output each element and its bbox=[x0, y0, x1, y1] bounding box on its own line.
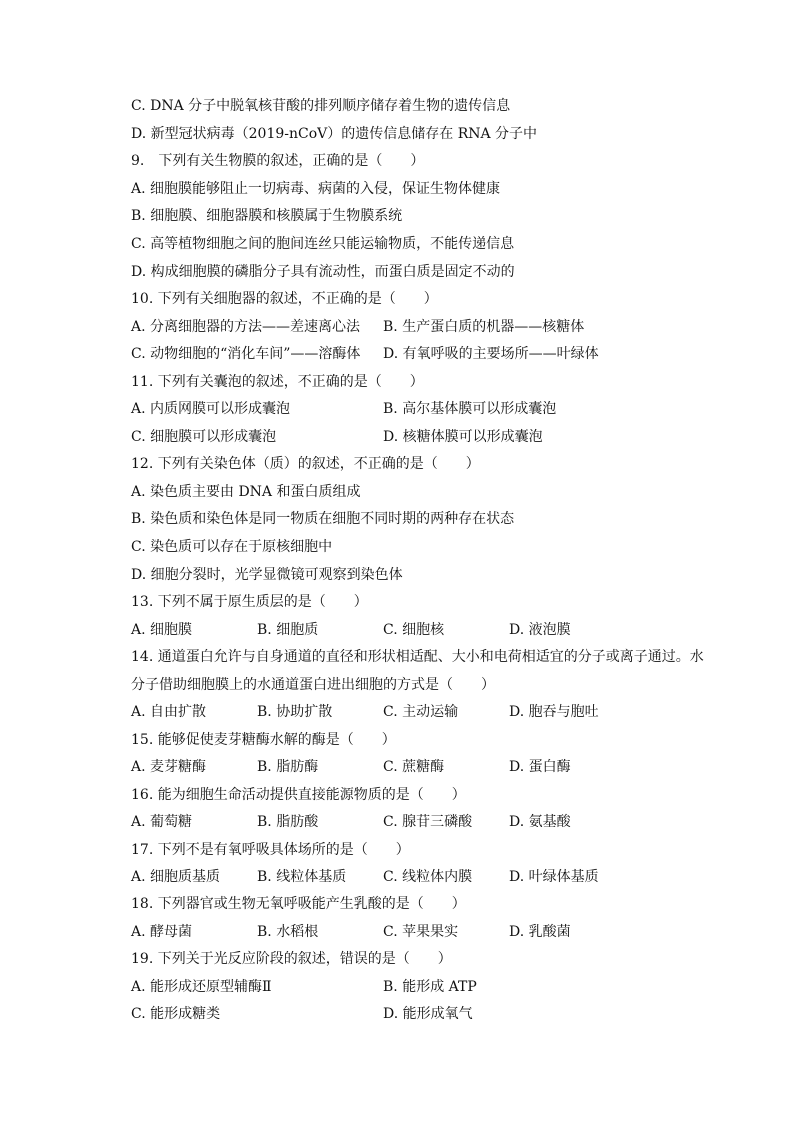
q11-options-row2 bbox=[131, 427, 543, 447]
q16-option-c: C. 腺苷三磷酸 bbox=[383, 814, 473, 830]
q12-option-a: A. 染色质主要由 DNA 和蛋白质组成 bbox=[131, 484, 361, 500]
q19-options-row2 bbox=[131, 1004, 473, 1024]
q10-stem: 10. 下列有关细胞器的叙述，不正确的是（ ） bbox=[131, 291, 438, 307]
q13-option-c: C. 细胞核 bbox=[383, 622, 445, 638]
q18-option-a: A. 酵母菌 bbox=[131, 924, 193, 940]
q14-option-d: D. 胞吞与胞吐 bbox=[509, 704, 599, 720]
q17-option-a: A. 细胞质基质 bbox=[131, 869, 221, 885]
q17-option-b: B. 线粒体基质 bbox=[257, 869, 347, 885]
q12-stem: 12. 下列有关染色体（质）的叙述，不正确的是（ ） bbox=[131, 456, 480, 472]
q11-stem: 11. 下列有关囊泡的叙述，不正确的是（ ） bbox=[131, 374, 424, 390]
q8-option-d: D. 新型冠状病毒（2019-nCoV）的遗传信息储存在 RNA 分子中 bbox=[131, 126, 538, 142]
q16-option-a: A. 葡萄糖 bbox=[131, 814, 193, 830]
q10-options-row1 bbox=[131, 317, 584, 337]
q17-option-c: C. 线粒体内膜 bbox=[383, 869, 473, 885]
q10-options-row2 bbox=[131, 344, 599, 364]
q15-option-a: A. 麦芽糖酶 bbox=[131, 759, 207, 775]
q13-option-d: D. 液泡膜 bbox=[509, 622, 571, 638]
q15-option-d: D. 蛋白酶 bbox=[509, 759, 571, 775]
q14-option-c: C. 主动运输 bbox=[383, 704, 459, 720]
q11-option-c: C. 细胞膜可以形成囊泡 bbox=[131, 429, 277, 445]
q19-option-d: D. 能形成氧气 bbox=[383, 1006, 473, 1022]
q19-option-a: A. 能形成还原型辅酶Ⅱ bbox=[131, 979, 272, 995]
q15-option-c: C. 蔗糖酶 bbox=[383, 759, 445, 775]
q9-option-c: C. 高等植物细胞之间的胞间连丝只能运输物质，不能传递信息 bbox=[131, 236, 515, 252]
q17-option-d: D. 叶绿体基质 bbox=[509, 869, 599, 885]
q17-stem: 17. 下列不是有氧呼吸具体场所的是（ ） bbox=[131, 842, 410, 858]
q14-options bbox=[131, 702, 599, 722]
q18-option-c: C. 苹果果实 bbox=[383, 924, 459, 940]
q15-options bbox=[131, 757, 571, 777]
q9-option-a: A. 细胞膜能够阻止一切病毒、病菌的入侵，保证生物体健康 bbox=[131, 181, 501, 197]
q11-option-a: A. 内质网膜可以形成囊泡 bbox=[131, 401, 291, 417]
q19-stem: 19. 下列关于光反应阶段的叙述，错误的是（ ） bbox=[131, 951, 452, 967]
q13-option-b: B. 细胞质 bbox=[257, 622, 319, 638]
q14-stem-line1: 14. 通道蛋白允许与自身通道的直径和形状相适配、大小和电荷相适宜的分子或离子通过。水 bbox=[131, 649, 704, 665]
q15-option-b: B. 脂肪酶 bbox=[257, 759, 319, 775]
q10-option-a: A. 分离细胞器的方法——差速离心法 bbox=[131, 319, 361, 335]
q10-option-c: C. 动物细胞的“消化车间”——溶酶体 bbox=[131, 346, 361, 362]
q10-option-d: D. 有氧呼吸的主要场所——叶绿体 bbox=[383, 346, 599, 362]
q14-option-b: B. 协助扩散 bbox=[257, 704, 333, 720]
q9-stem: 9. 下列有关生物膜的叙述，正确的是（ ） bbox=[131, 153, 425, 169]
q12-option-c: C. 染色质可以存在于原核细胞中 bbox=[131, 539, 333, 555]
q18-options bbox=[131, 922, 571, 942]
q16-option-b: B. 脂肪酸 bbox=[257, 814, 319, 830]
q12-option-d: D. 细胞分裂时，光学显微镜可观察到染色体 bbox=[131, 567, 403, 583]
q17-options bbox=[131, 867, 599, 887]
q16-stem: 16. 能为细胞生命活动提供直接能源物质的是（ ） bbox=[131, 787, 466, 803]
q18-option-b: B. 水稻根 bbox=[257, 924, 319, 940]
q13-stem: 13. 下列不属于原生质层的是（ ） bbox=[131, 594, 368, 610]
q15-stem: 15. 能够促使麦芽糖酶水解的酶是（ ） bbox=[131, 732, 396, 748]
q16-option-d: D. 氨基酸 bbox=[509, 814, 571, 830]
q13-options bbox=[131, 620, 571, 640]
q18-option-d: D. 乳酸菌 bbox=[509, 924, 571, 940]
q14-option-a: A. 自由扩散 bbox=[131, 704, 207, 720]
q18-stem: 18. 下列器官或生物无氧呼吸能产生乳酸的是（ ） bbox=[131, 896, 466, 912]
q12-option-b: B. 染色质和染色体是同一物质在细胞不同时期的两种存在状态 bbox=[131, 511, 515, 527]
q8-option-c: C. DNA 分子中脱氧核苷酸的排列顺序储存着生物的遗传信息 bbox=[131, 98, 511, 114]
q11-option-d: D. 核糖体膜可以形成囊泡 bbox=[383, 429, 543, 445]
q9-option-b: B. 细胞膜、细胞器膜和核膜属于生物膜系统 bbox=[131, 208, 403, 224]
q9-option-d: D. 构成细胞膜的磷脂分子具有流动性，而蛋白质是固定不动的 bbox=[131, 264, 515, 280]
q19-option-c: C. 能形成糖类 bbox=[131, 1006, 221, 1022]
q10-option-b: B. 生产蛋白质的机器——核糖体 bbox=[383, 319, 585, 335]
q14-stem-line2: 分子借助细胞膜上的水通道蛋白进出细胞的方式是（ ） bbox=[131, 677, 495, 693]
q11-option-b: B. 高尔基体膜可以形成囊泡 bbox=[383, 401, 557, 417]
q13-option-a: A. 细胞膜 bbox=[131, 622, 193, 638]
q11-options-row1 bbox=[131, 399, 556, 419]
q16-options bbox=[131, 812, 571, 832]
q19-option-b: B. 能形成 ATP bbox=[383, 979, 477, 995]
q19-options-row1 bbox=[131, 977, 477, 997]
